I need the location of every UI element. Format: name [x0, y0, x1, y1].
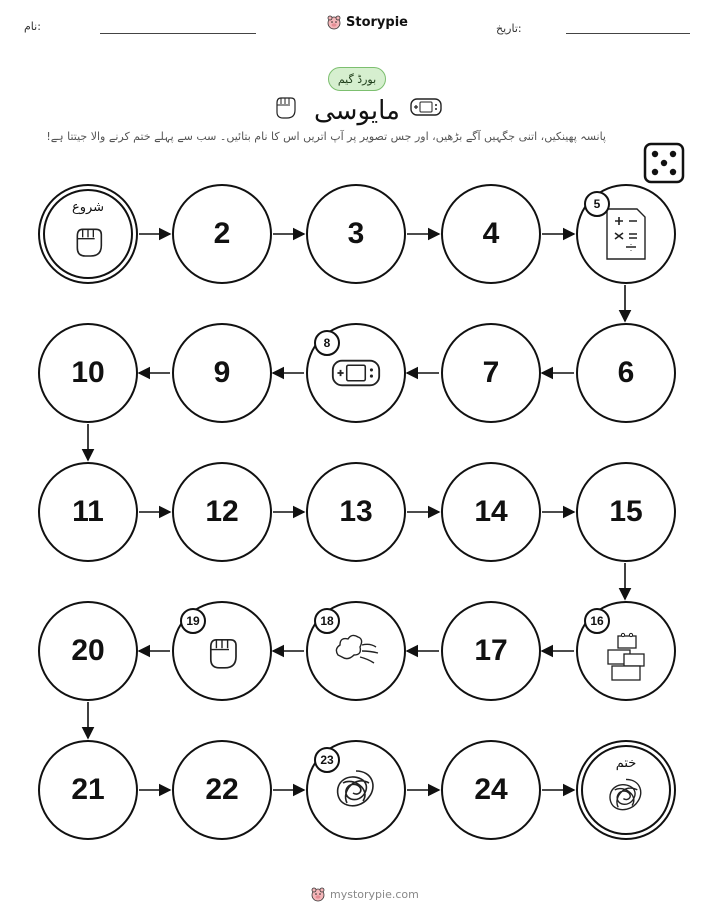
board-cell-21: 21 [38, 740, 138, 840]
board-cell-10: 10 [38, 323, 138, 423]
board-cell-4: 4 [441, 184, 541, 284]
end-label: ختم [615, 756, 637, 771]
board-cell-16 [576, 601, 676, 701]
board-cell-end [576, 740, 676, 840]
cell-number-badge: 18 [314, 608, 340, 634]
game-controller-icon [330, 356, 382, 390]
huff-cloud-icon [332, 631, 380, 671]
board-cell-8 [306, 323, 406, 423]
date-label: تاریخ: [496, 22, 522, 35]
page-title: مایوسی [314, 96, 400, 126]
tangled-scribble-icon [333, 767, 379, 813]
cell-number-badge: 5 [584, 191, 610, 217]
tangled-scribble-icon [606, 776, 646, 820]
board-cell-13: 13 [306, 462, 406, 562]
board-cell-7: 7 [441, 323, 541, 423]
board-game-badge: بورڈ گیم [328, 67, 386, 91]
board-cell-9: 9 [172, 323, 272, 423]
board-cell-11: 11 [38, 462, 138, 562]
cell-number-badge: 23 [314, 747, 340, 773]
board-cell-24: 24 [441, 740, 541, 840]
board-cell-20: 20 [38, 601, 138, 701]
board-cell-14: 14 [441, 462, 541, 562]
board-cell-22: 22 [172, 740, 272, 840]
board-cell-15: 15 [576, 462, 676, 562]
board-cell-start [38, 184, 138, 284]
instructions-text: پانسہ پھینکیں، اتنی جگہیں آگے بڑھیں، اور جس تصویر پر آپ اتریں اس کا نام بتائیں۔ سب سے پہلے ختم کرنے والا جیتتا ہے! [46, 130, 606, 143]
fist-icon [201, 630, 243, 672]
board-cell-5 [576, 184, 676, 284]
cell-number-badge: 8 [314, 330, 340, 356]
board-cell-6: 6 [576, 323, 676, 423]
board-cell-23 [306, 740, 406, 840]
math-worksheet-icon [603, 207, 649, 261]
brand-name: Storypie [346, 14, 408, 30]
name-label: نام: [24, 20, 41, 33]
toy-blocks-icon [606, 632, 646, 682]
board-cell-18 [306, 601, 406, 701]
pig-mascot-icon [310, 886, 326, 902]
board-cell-19 [172, 601, 272, 701]
cell-number-badge: 16 [584, 608, 610, 634]
footer-url[interactable]: mystorypie.com [330, 887, 419, 901]
board-cell-2: 2 [172, 184, 272, 284]
board-cell-3: 3 [306, 184, 406, 284]
footer [310, 886, 419, 902]
start-label: شروع [71, 200, 105, 215]
fist-icon [68, 220, 108, 264]
board-cell-12: 12 [172, 462, 272, 562]
cell-number-badge: 19 [180, 608, 206, 634]
board-cell-17: 17 [441, 601, 541, 701]
